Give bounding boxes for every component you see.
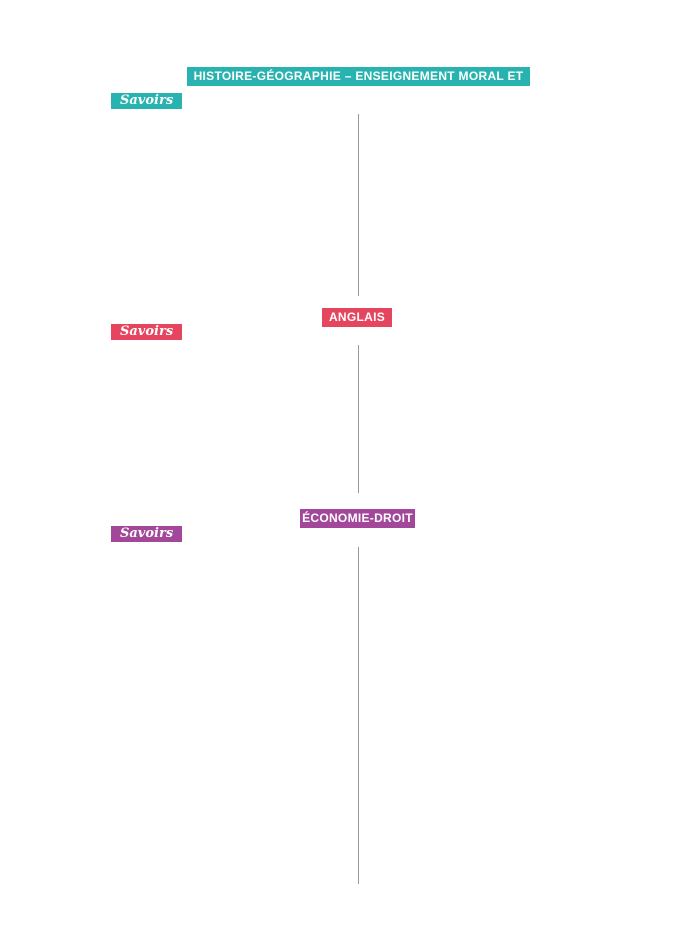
eco-section-title: ÉCONOMIE-DROIT — [300, 509, 415, 528]
hg-column-divider — [358, 114, 359, 296]
eco-column-divider — [358, 547, 359, 884]
hg-section-title: HISTOIRE-GÉOGRAPHIE – ENSEIGNEMENT MORAL ET CIVIQUE — [187, 67, 530, 86]
hg-savoirs-tag: Savoirs — [111, 93, 182, 109]
ang-column-divider — [358, 345, 359, 493]
ang-section-title: ANGLAIS — [322, 308, 392, 327]
ang-savoirs-tag: Savoirs — [111, 324, 182, 340]
eco-savoirs-tag: Savoirs — [111, 526, 182, 542]
